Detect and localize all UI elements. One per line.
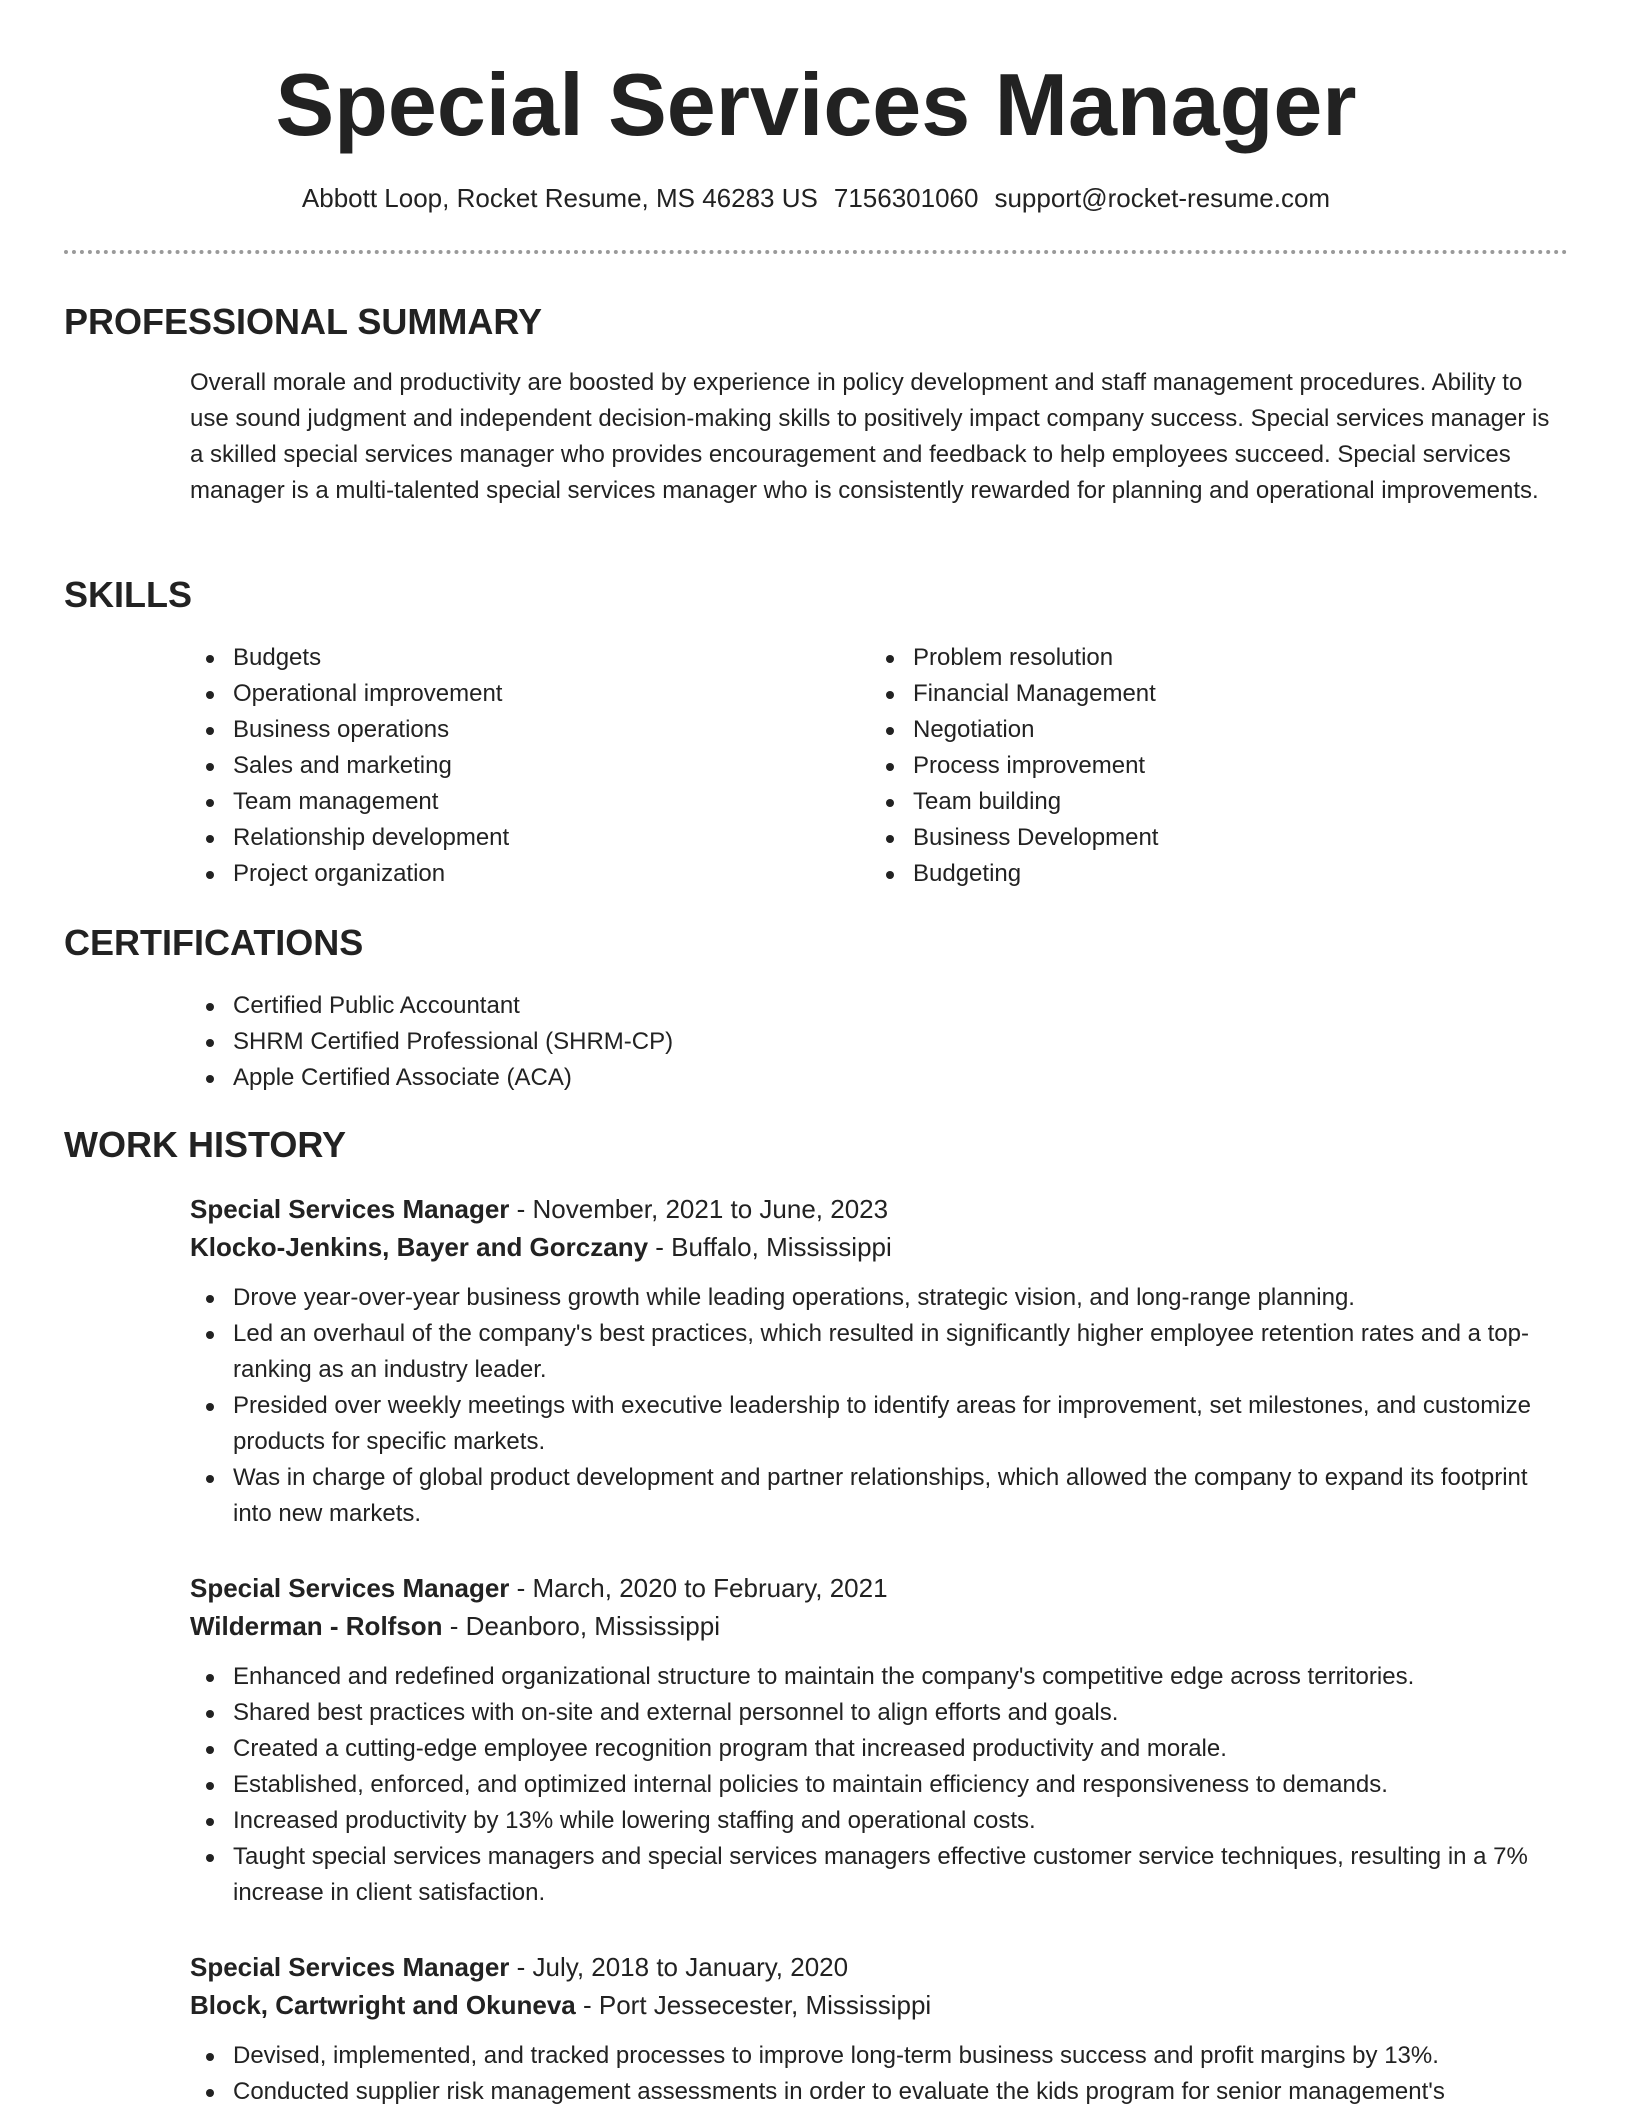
- job-title-line: [190, 1190, 1560, 1228]
- job-company: Wilderman - Rolfson: [190, 1611, 443, 1641]
- job-bullet: Led an overhaul of the company's best practices, which resulted in significantly higher employee retention rates and a top-ranking as an industry leader.: [190, 1316, 1560, 1388]
- summary-text: Overall morale and productivity are boosted by experience in policy development and staff management procedures. Ability to use sound judgment and independent decision-making skills to positively impact company success. Special services manager is a skilled special services manager who provides encouragement and feedback to help employees succeed. Special services manager is a multi-talented special services manager who is consistently rewarded for planning and operational improvements.: [190, 369, 1550, 504]
- skill-item: Business Development: [870, 820, 1490, 856]
- job-company: Block, Cartwright and Okuneva: [190, 1990, 576, 2020]
- job-dates: - November, 2021 to June, 2023: [509, 1194, 889, 1224]
- job-location: - Buffalo, Mississippi: [648, 1232, 892, 1262]
- skills-list-right: [870, 640, 1490, 892]
- certifications-list: [190, 988, 990, 1096]
- job-company-line: [190, 1228, 1560, 1266]
- skills-heading: SKILLS: [64, 574, 193, 615]
- skill-item: Operational improvement: [190, 676, 810, 712]
- skill-item: Financial Management: [870, 676, 1490, 712]
- job-bullet: Devised, implemented, and tracked processes to improve long-term business success and profit margins by 13%.: [190, 2038, 1560, 2074]
- job-bullet: Taught special services managers and special services managers effective customer service techniques, resulting in a 7% increase in client satisfaction.: [190, 1839, 1560, 1911]
- skill-item: Relationship development: [190, 820, 810, 856]
- certification-item: Certified Public Accountant: [190, 988, 990, 1024]
- contact-email: support@rocket-resume.com: [994, 183, 1331, 213]
- job-bullet: Enhanced and redefined organizational structure to maintain the company's competitive edge across territories.: [190, 1659, 1560, 1695]
- job-bullet: Conducted supplier risk management assessments in order to evaluate the kids program for senior management's: [190, 2074, 1560, 2110]
- resume-title: Special Services Manager: [275, 55, 1357, 154]
- certification-item: Apple Certified Associate (ACA): [190, 1060, 990, 1096]
- skill-item: Team building: [870, 784, 1490, 820]
- skill-item: Problem resolution: [870, 640, 1490, 676]
- skill-item: Sales and marketing: [190, 748, 810, 784]
- job-bullets: [190, 1659, 1560, 1911]
- job-bullets: [190, 1280, 1560, 1532]
- summary-heading: PROFESSIONAL SUMMARY: [64, 301, 543, 342]
- job-bullet: Increased productivity by 13% while lowering staffing and operational costs.: [190, 1803, 1560, 1839]
- certifications-heading: CERTIFICATIONS: [64, 922, 364, 963]
- job-role: Special Services Manager: [190, 1573, 510, 1603]
- skill-item: Budgets: [190, 640, 810, 676]
- job-dates: - July, 2018 to January, 2020: [509, 1952, 849, 1982]
- contact-phone: 7156301060: [833, 183, 979, 213]
- job-dates: - March, 2020 to February, 2021: [509, 1573, 888, 1603]
- skill-item: Business operations: [190, 712, 810, 748]
- job-bullet: Drove year-over-year business growth while leading operations, strategic vision, and long-range planning.: [190, 1280, 1560, 1316]
- contact-address: Abbott Loop, Rocket Resume, MS 46283 US: [301, 183, 818, 213]
- job-bullet: Presided over weekly meetings with executive leadership to identify areas for improvement, set milestones, and customize products for specific markets.: [190, 1388, 1560, 1460]
- job-bullet: Was in charge of global product development and partner relationships, which allowed the company to expand its footprint into new markets.: [190, 1460, 1560, 1532]
- work-history-heading: WORK HISTORY: [64, 1124, 347, 1165]
- skills-list-left: [190, 640, 810, 892]
- job-title-line: [190, 1948, 1560, 1986]
- skill-item: Project organization: [190, 856, 810, 892]
- job-entry: [190, 1569, 1560, 1911]
- job-entry: [190, 1190, 1560, 1532]
- job-entry: [190, 1948, 1560, 2110]
- job-company-line: [190, 1607, 1560, 1645]
- header-divider: [64, 250, 1568, 254]
- certification-item: SHRM Certified Professional (SHRM-CP): [190, 1024, 990, 1060]
- job-title-line: [190, 1569, 1560, 1607]
- job-bullet: Shared best practices with on-site and external personnel to align efforts and goals.: [190, 1695, 1560, 1731]
- job-role: Special Services Manager: [190, 1952, 510, 1982]
- job-bullet: Established, enforced, and optimized internal policies to maintain efficiency and responsiveness to demands.: [190, 1767, 1560, 1803]
- skill-item: Process improvement: [870, 748, 1490, 784]
- job-company: Klocko-Jenkins, Bayer and Gorczany: [190, 1232, 649, 1262]
- job-bullets: [190, 2038, 1560, 2110]
- skill-item: Budgeting: [870, 856, 1490, 892]
- job-company-line: [190, 1986, 1560, 2024]
- skill-item: Negotiation: [870, 712, 1490, 748]
- job-location: - Deanboro, Mississippi: [442, 1611, 720, 1641]
- skill-item: Team management: [190, 784, 810, 820]
- job-location: - Port Jessecester, Mississippi: [575, 1990, 932, 2020]
- contact-line: [0, 180, 1632, 216]
- job-role: Special Services Manager: [190, 1194, 510, 1224]
- job-bullet: Created a cutting-edge employee recognition program that increased productivity and morale.: [190, 1731, 1560, 1767]
